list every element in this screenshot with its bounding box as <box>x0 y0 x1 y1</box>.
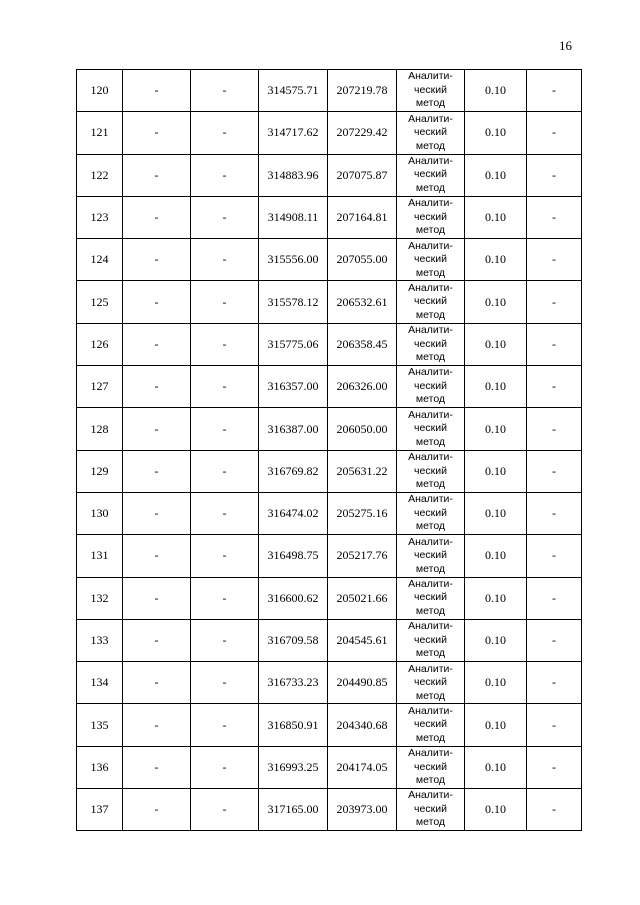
method-line: ческий <box>414 591 447 604</box>
x-coordinate-cell: 314575.71 <box>259 70 328 112</box>
accuracy-cell: 0.10 <box>465 408 527 450</box>
note-cell: - <box>527 281 582 323</box>
point-number-cell: 132 <box>77 577 123 619</box>
point-number-cell: 126 <box>77 323 123 365</box>
method-line: метод <box>415 731 446 744</box>
point-number-cell: 131 <box>77 535 123 577</box>
table-body <box>77 70 582 831</box>
method-line: ческий <box>414 295 447 308</box>
dash-cell: - <box>191 112 259 154</box>
x-coordinate-cell: 316769.82 <box>259 450 328 492</box>
method-line: ческий <box>414 337 447 350</box>
x-coordinate-cell: 316993.25 <box>259 746 328 788</box>
y-coordinate-cell: 204490.85 <box>328 662 397 704</box>
table-row <box>77 196 582 238</box>
accuracy-cell: 0.10 <box>465 789 527 831</box>
method-line: ческий <box>414 802 447 815</box>
dash-cell: - <box>123 492 191 534</box>
table-row <box>77 281 582 323</box>
method-line: ческий <box>414 210 447 223</box>
method-line: метод <box>415 604 446 617</box>
method-cell <box>397 746 465 788</box>
y-coordinate-cell: 207164.81 <box>328 196 397 238</box>
dash-cell: - <box>123 450 191 492</box>
method-line: метод <box>415 308 446 321</box>
table-row <box>77 577 582 619</box>
method-cell <box>397 323 465 365</box>
y-coordinate-cell: 206326.00 <box>328 366 397 408</box>
dash-cell: - <box>191 408 259 450</box>
page-number: 16 <box>559 38 572 53</box>
method-cell <box>397 239 465 281</box>
point-number-cell: 136 <box>77 746 123 788</box>
method-line: ческий <box>414 718 447 731</box>
method-line: Аналити- <box>408 620 453 633</box>
point-number-cell: 130 <box>77 492 123 534</box>
method-line: метод <box>415 139 446 152</box>
dash-cell: - <box>123 366 191 408</box>
dash-cell: - <box>191 535 259 577</box>
x-coordinate-cell: 317165.00 <box>259 789 328 831</box>
point-number-cell: 135 <box>77 704 123 746</box>
method-line: ческий <box>414 506 447 519</box>
note-cell: - <box>527 662 582 704</box>
method-line: Аналити- <box>408 577 453 590</box>
method-line: метод <box>415 266 446 279</box>
method-cell <box>397 619 465 661</box>
y-coordinate-cell: 204545.61 <box>328 619 397 661</box>
dash-cell: - <box>123 323 191 365</box>
method-line: ческий <box>414 379 447 392</box>
dash-cell: - <box>191 154 259 196</box>
note-cell: - <box>527 619 582 661</box>
y-coordinate-cell: 205021.66 <box>328 577 397 619</box>
method-line: Аналити- <box>408 451 453 464</box>
dash-cell: - <box>191 492 259 534</box>
method-cell <box>397 112 465 154</box>
method-line: метод <box>415 647 446 660</box>
x-coordinate-cell: 316474.02 <box>259 492 328 534</box>
dash-cell: - <box>191 746 259 788</box>
accuracy-cell: 0.10 <box>465 70 527 112</box>
x-coordinate-cell: 314883.96 <box>259 154 328 196</box>
table-row <box>77 789 582 831</box>
y-coordinate-cell: 207229.42 <box>328 112 397 154</box>
x-coordinate-cell: 315775.06 <box>259 323 328 365</box>
dash-cell: - <box>191 196 259 238</box>
method-line: метод <box>415 689 446 702</box>
y-coordinate-cell: 206050.00 <box>328 408 397 450</box>
dash-cell: - <box>123 619 191 661</box>
x-coordinate-cell: 316498.75 <box>259 535 328 577</box>
accuracy-cell: 0.10 <box>465 492 527 534</box>
y-coordinate-cell: 207055.00 <box>328 239 397 281</box>
method-line: ческий <box>414 168 447 181</box>
dash-cell: - <box>123 281 191 323</box>
method-cell <box>397 577 465 619</box>
dash-cell: - <box>191 577 259 619</box>
method-line: Аналити- <box>408 408 453 421</box>
method-cell <box>397 196 465 238</box>
dash-cell: - <box>123 239 191 281</box>
method-line: Аналити- <box>408 366 453 379</box>
dash-cell: - <box>123 789 191 831</box>
dash-cell: - <box>191 662 259 704</box>
table-row <box>77 239 582 281</box>
method-line: Аналити- <box>408 493 453 506</box>
method-line: метод <box>415 520 446 533</box>
table-row <box>77 154 582 196</box>
method-cell <box>397 366 465 408</box>
method-line: метод <box>415 393 446 406</box>
table-row <box>77 323 582 365</box>
method-line: ческий <box>414 760 447 773</box>
note-cell: - <box>527 196 582 238</box>
note-cell: - <box>527 704 582 746</box>
table-row <box>77 492 582 534</box>
note-cell: - <box>527 450 582 492</box>
method-cell <box>397 450 465 492</box>
method-cell <box>397 492 465 534</box>
method-cell <box>397 704 465 746</box>
dash-cell: - <box>191 789 259 831</box>
method-line: ческий <box>414 83 447 96</box>
accuracy-cell: 0.10 <box>465 450 527 492</box>
method-line: метод <box>415 562 446 575</box>
note-cell: - <box>527 154 582 196</box>
method-line: Аналити- <box>408 70 453 83</box>
method-line: Аналити- <box>408 662 453 675</box>
table-row <box>77 408 582 450</box>
method-cell <box>397 789 465 831</box>
method-line: Аналити- <box>408 112 453 125</box>
point-number-cell: 129 <box>77 450 123 492</box>
dash-cell: - <box>123 112 191 154</box>
dash-cell: - <box>123 154 191 196</box>
method-line: Аналити- <box>408 154 453 167</box>
accuracy-cell: 0.10 <box>465 746 527 788</box>
point-number-cell: 134 <box>77 662 123 704</box>
accuracy-cell: 0.10 <box>465 577 527 619</box>
table-row <box>77 619 582 661</box>
y-coordinate-cell: 204340.68 <box>328 704 397 746</box>
table-row <box>77 366 582 408</box>
point-number-cell: 128 <box>77 408 123 450</box>
x-coordinate-cell: 316357.00 <box>259 366 328 408</box>
method-line: метод <box>415 351 446 364</box>
table-row <box>77 70 582 112</box>
accuracy-cell: 0.10 <box>465 281 527 323</box>
dash-cell: - <box>191 450 259 492</box>
point-number-cell: 133 <box>77 619 123 661</box>
table-row <box>77 112 582 154</box>
method-cell <box>397 662 465 704</box>
note-cell: - <box>527 323 582 365</box>
y-coordinate-cell: 207075.87 <box>328 154 397 196</box>
point-number-cell: 125 <box>77 281 123 323</box>
x-coordinate-cell: 314908.11 <box>259 196 328 238</box>
x-coordinate-cell: 316733.23 <box>259 662 328 704</box>
table-row <box>77 450 582 492</box>
accuracy-cell: 0.10 <box>465 619 527 661</box>
method-line: метод <box>415 181 446 194</box>
accuracy-cell: 0.10 <box>465 112 527 154</box>
y-coordinate-cell: 204174.05 <box>328 746 397 788</box>
method-line: Аналити- <box>408 704 453 717</box>
accuracy-cell: 0.10 <box>465 196 527 238</box>
y-coordinate-cell: 205275.16 <box>328 492 397 534</box>
y-coordinate-cell: 206358.45 <box>328 323 397 365</box>
x-coordinate-cell: 315556.00 <box>259 239 328 281</box>
method-line: Аналити- <box>408 535 453 548</box>
point-number-cell: 120 <box>77 70 123 112</box>
y-coordinate-cell: 207219.78 <box>328 70 397 112</box>
method-line: Аналити- <box>408 747 453 760</box>
note-cell: - <box>527 70 582 112</box>
note-cell: - <box>527 239 582 281</box>
dash-cell: - <box>123 70 191 112</box>
method-line: Аналити- <box>408 789 453 802</box>
method-line: метод <box>415 478 446 491</box>
note-cell: - <box>527 535 582 577</box>
method-line: метод <box>415 224 446 237</box>
method-line: ческий <box>414 126 447 139</box>
accuracy-cell: 0.10 <box>465 323 527 365</box>
dash-cell: - <box>123 535 191 577</box>
point-number-cell: 137 <box>77 789 123 831</box>
method-line: ческий <box>414 253 447 266</box>
x-coordinate-cell: 315578.12 <box>259 281 328 323</box>
note-cell: - <box>527 492 582 534</box>
method-cell <box>397 70 465 112</box>
method-line: Аналити- <box>408 324 453 337</box>
dash-cell: - <box>191 704 259 746</box>
point-number-cell: 122 <box>77 154 123 196</box>
x-coordinate-cell: 316600.62 <box>259 577 328 619</box>
x-coordinate-cell: 316387.00 <box>259 408 328 450</box>
point-number-cell: 124 <box>77 239 123 281</box>
dash-cell: - <box>191 281 259 323</box>
point-number-cell: 127 <box>77 366 123 408</box>
method-line: Аналити- <box>408 239 453 252</box>
accuracy-cell: 0.10 <box>465 662 527 704</box>
table-row <box>77 704 582 746</box>
y-coordinate-cell: 205217.76 <box>328 535 397 577</box>
method-line: метод <box>415 774 446 787</box>
y-coordinate-cell: 203973.00 <box>328 789 397 831</box>
dash-cell: - <box>123 196 191 238</box>
method-line: Аналити- <box>408 281 453 294</box>
dash-cell: - <box>191 70 259 112</box>
accuracy-cell: 0.10 <box>465 366 527 408</box>
method-cell <box>397 281 465 323</box>
method-line: ческий <box>414 422 447 435</box>
method-line: метод <box>415 816 446 829</box>
table-row <box>77 535 582 577</box>
dash-cell: - <box>191 323 259 365</box>
accuracy-cell: 0.10 <box>465 535 527 577</box>
table-row <box>77 662 582 704</box>
y-coordinate-cell: 206532.61 <box>328 281 397 323</box>
x-coordinate-cell: 316709.58 <box>259 619 328 661</box>
x-coordinate-cell: 314717.62 <box>259 112 328 154</box>
x-coordinate-cell: 316850.91 <box>259 704 328 746</box>
method-line: ческий <box>414 464 447 477</box>
method-line: Аналити- <box>408 197 453 210</box>
dash-cell: - <box>191 239 259 281</box>
dash-cell: - <box>123 746 191 788</box>
accuracy-cell: 0.10 <box>465 154 527 196</box>
table-row <box>77 746 582 788</box>
note-cell: - <box>527 408 582 450</box>
point-number-cell: 123 <box>77 196 123 238</box>
method-line: ческий <box>414 549 447 562</box>
point-number-cell: 121 <box>77 112 123 154</box>
accuracy-cell: 0.10 <box>465 239 527 281</box>
method-line: ческий <box>414 633 447 646</box>
dash-cell: - <box>123 408 191 450</box>
note-cell: - <box>527 789 582 831</box>
dash-cell: - <box>191 619 259 661</box>
note-cell: - <box>527 112 582 154</box>
note-cell: - <box>527 366 582 408</box>
method-line: метод <box>415 97 446 110</box>
method-cell <box>397 535 465 577</box>
note-cell: - <box>527 746 582 788</box>
dash-cell: - <box>191 366 259 408</box>
y-coordinate-cell: 205631.22 <box>328 450 397 492</box>
dash-cell: - <box>123 577 191 619</box>
method-cell <box>397 408 465 450</box>
accuracy-cell: 0.10 <box>465 704 527 746</box>
method-line: метод <box>415 435 446 448</box>
method-line: ческий <box>414 676 447 689</box>
coordinates-table <box>76 69 582 831</box>
dash-cell: - <box>123 662 191 704</box>
method-cell <box>397 154 465 196</box>
dash-cell: - <box>123 704 191 746</box>
note-cell: - <box>527 577 582 619</box>
